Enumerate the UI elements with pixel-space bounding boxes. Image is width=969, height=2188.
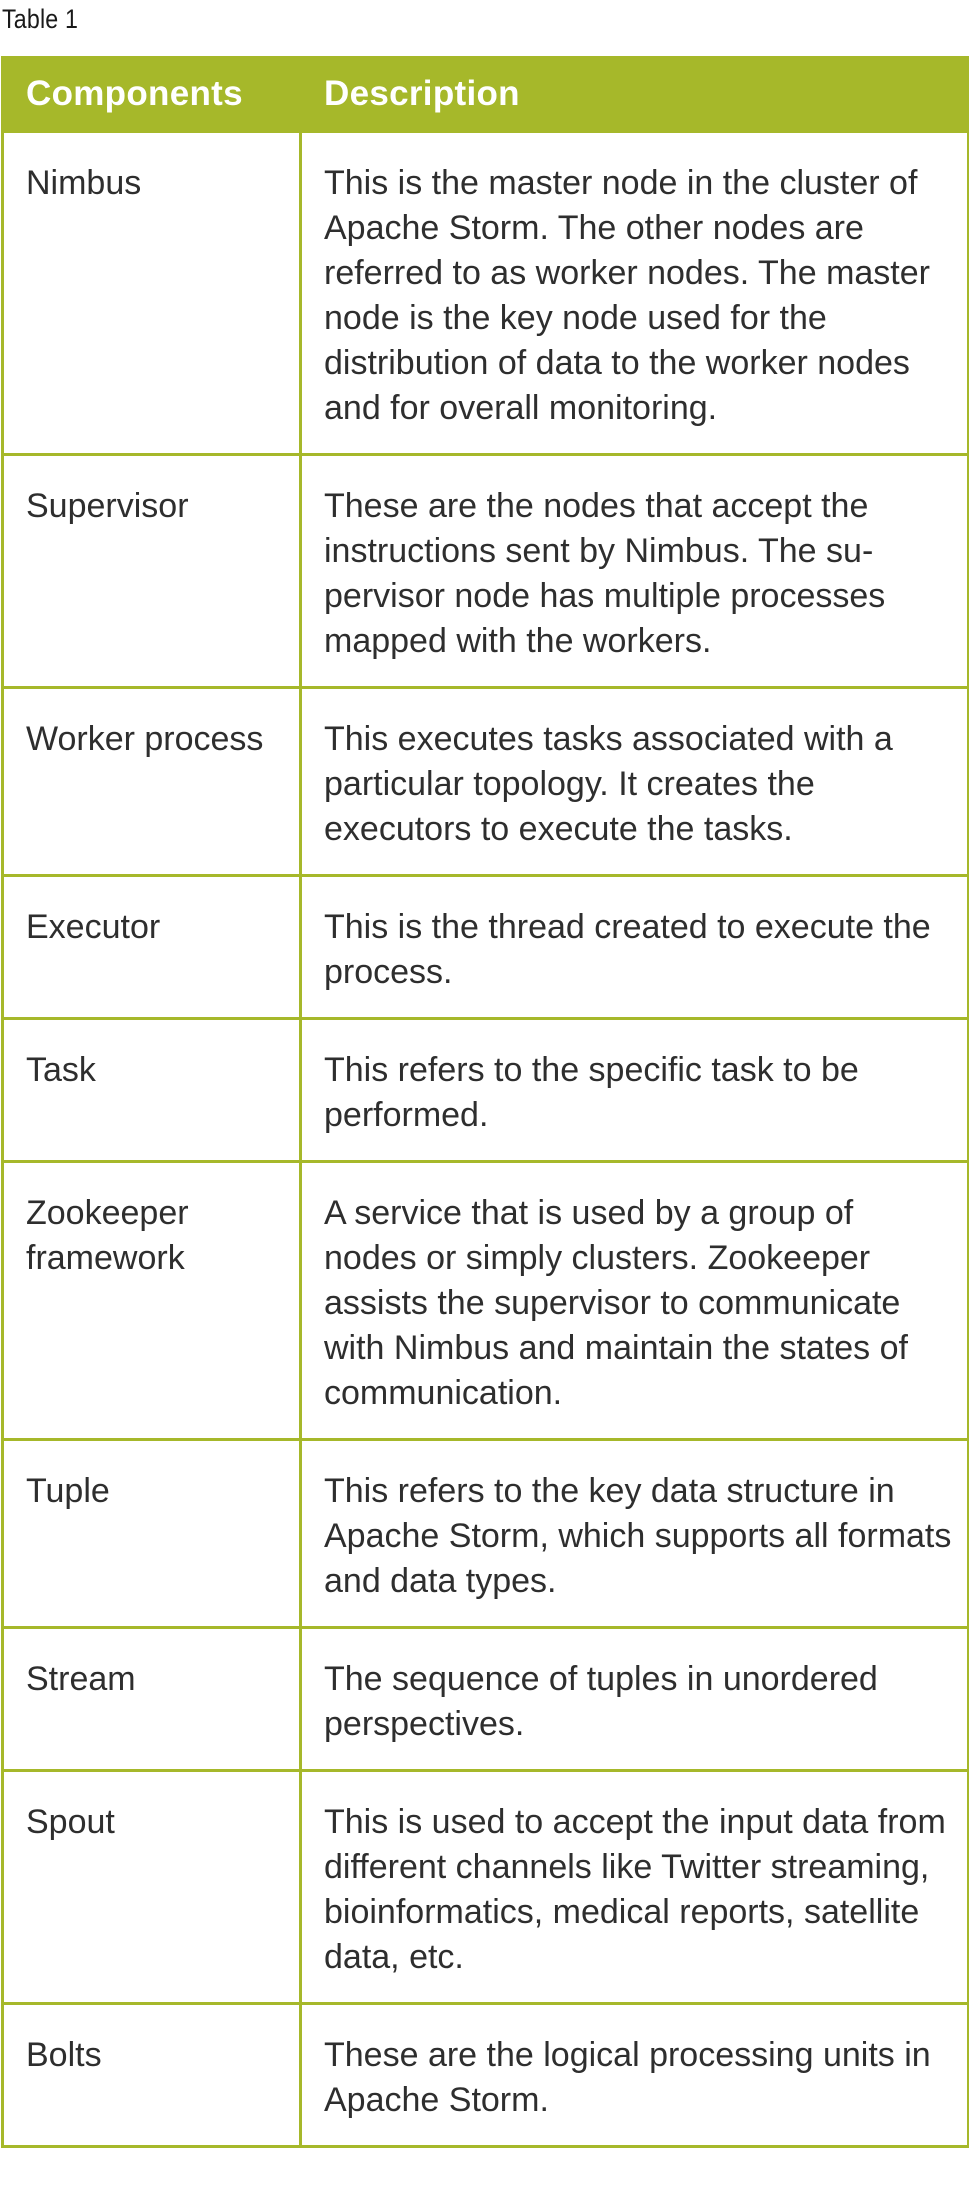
table-header [3,57,969,132]
table-row [3,1440,969,1628]
component-name: Supervisor [3,455,301,688]
table-row [3,132,969,455]
component-description: This is the master node in the cluster of Apache Storm. The other nodes are referred to as worker nodes. The master node is the key node used for the distribution of data to the worker nodes and for overall monitoring. [301,132,969,455]
table-row [3,1162,969,1440]
component-name: Stream [3,1628,301,1771]
component-name: Task [3,1019,301,1162]
table-body [3,132,969,2147]
table-row [3,876,969,1019]
table-row [3,1771,969,2004]
table-row [3,1019,969,1162]
component-description: This is the thread created to execute the process. [301,876,969,1019]
component-description: These are the nodes that accept the instructions sent by Nimbus. The su-pervisor node has multiple processes mapped with the workers. [301,455,969,688]
component-name: Nimbus [3,132,301,455]
component-name: Worker process [3,688,301,876]
component-description: The sequence of tuples in unordered perspectives. [301,1628,969,1771]
component-description: This executes tasks associated with a particular topology. It creates the executors to execute the tasks. [301,688,969,876]
component-description: These are the logical processing units in Apache Storm. [301,2004,969,2147]
header-components: Components [3,57,301,132]
component-name: Spout [3,1771,301,2004]
component-description: This refers to the specific task to be performed. [301,1019,969,1162]
component-name: Zookeeper framework [3,1162,301,1440]
table-row [3,455,969,688]
component-description: A service that is used by a group of nodes or simply clusters. Zookeeper assists the supervisor to communicate with Nimbus and maintain the states of communication. [301,1162,969,1440]
component-name: Bolts [3,2004,301,2147]
table-row [3,688,969,876]
table-row [3,2004,969,2147]
components-table [1,56,969,2148]
header-description: Description [301,57,969,132]
component-name: Tuple [3,1440,301,1628]
component-description: This is used to accept the input data from different channels like Twitter streaming, bioinformatics, medical reports, satellite data, etc. [301,1771,969,2004]
component-name: Executor [3,876,301,1019]
header-row [3,57,969,132]
component-description: This refers to the key data structure in Apache Storm, which supports all formats and data types. [301,1440,969,1628]
table-row [3,1628,969,1771]
table-caption: Table 1 [2,4,79,34]
